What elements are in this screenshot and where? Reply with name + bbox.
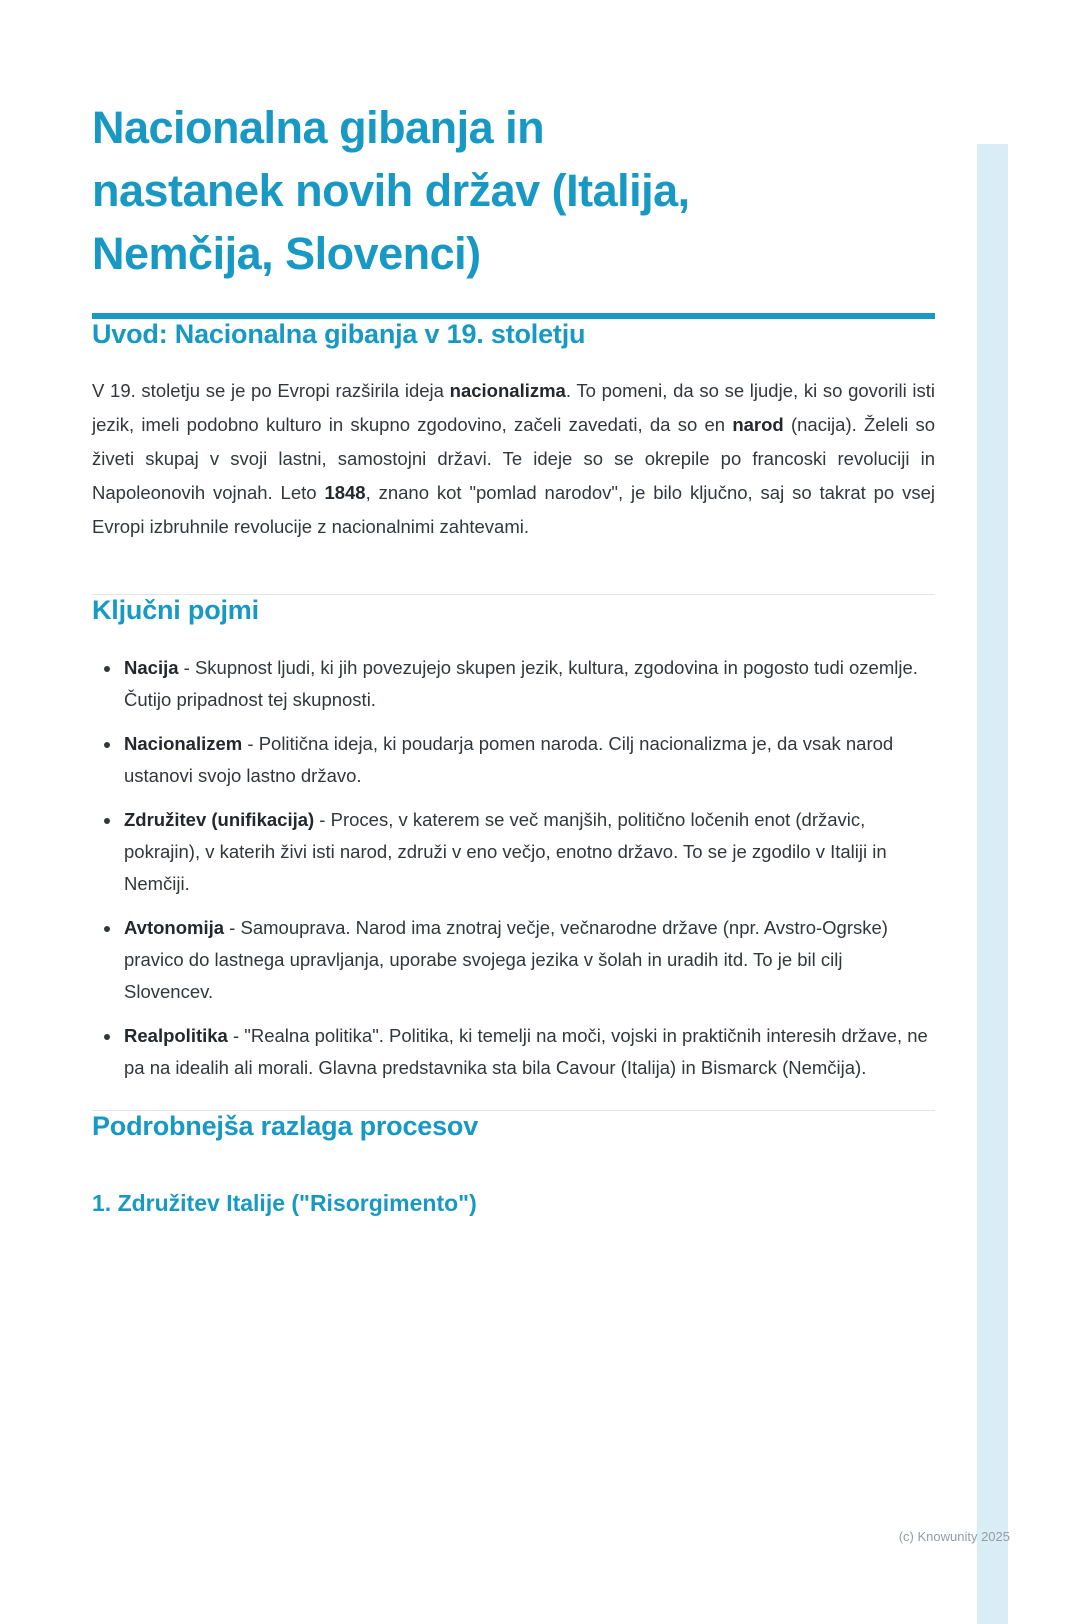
intro-bold-term: narod <box>732 414 784 435</box>
page-title-line: Nacionalna gibanja in <box>92 102 545 153</box>
term-definition: - Skupnost ljudi, ki jih povezujejo skupen jezik, kultura, zgodovina in pogosto tudi ozemlje. Čutijo pripadnost tej skupnosti. <box>124 657 918 710</box>
intro-text-segment: V 19. stoletju se je po Evropi razširila ideja <box>92 380 450 401</box>
page-title <box>92 96 935 285</box>
page-title-line: Nemčija, Slovenci) <box>92 228 481 279</box>
term-definition: - "Realna politika". Politika, ki temelji na moči, vojski in praktičnih interesih države, ne pa na idealih ali morali. Glavna predstavnika sta bila Cavour (Italija) in Bismarck (Nemčija). <box>124 1025 928 1078</box>
intro-paragraph <box>92 374 935 544</box>
list-item <box>122 804 935 900</box>
section-heading-key-terms: Ključni pojmi <box>92 595 259 625</box>
section-heading-intro: Uvod: Nacionalna gibanja v 19. stoletju <box>92 319 586 349</box>
term-label: Združitev (unifikacija) <box>124 809 315 830</box>
intro-text-segment: , znano kot "pomlad narodov", je bilo ključno, saj so takrat po vsej Evropi izbruhnile revolucije z nacionalnimi zahtevami. <box>92 482 935 537</box>
right-accent-bar <box>977 144 1008 1624</box>
intro-bold-term: nacionalizma <box>449 380 566 401</box>
term-definition: - Samouprava. Narod ima znotraj večje, večnarodne države (npr. Avstro-Ogrske) pravico do lastnega upravljanja, uporabe svojega jezika v šolah in uradih itd. To je bil cilj Slovencev. <box>124 917 888 1002</box>
term-definition: - Politična ideja, ki poudarja pomen naroda. Cilj nacionalizma je, da vsak narod ustanovi svojo lastno državo. <box>124 733 894 786</box>
intro-bold-term: 1848 <box>324 482 366 503</box>
intro-text-segment: . To pomeni, da so se ljudje, ki so govorili isti jezik, imeli podobno kulturo in skupno zgodovino, začeli zavedati, da so en <box>92 380 936 435</box>
list-item <box>122 912 935 1008</box>
footer-credit: (c) Knowunity 2025 <box>898 1529 1010 1544</box>
term-label: Nacionalizem <box>124 733 243 754</box>
subsection-heading-italy: 1. Združitev Italije ("Risorgimento") <box>92 1190 477 1216</box>
term-label: Realpolitika <box>124 1025 228 1046</box>
page-title-line: nastanek novih držav (Italija, <box>92 165 690 216</box>
intro-text-segment: (nacija). Želeli so živeti skupaj v svoji lastni, samostojni državi. Te ideje so se okrepile po francoski revoluciji in Napoleonovih vojnah. Leto <box>92 414 935 503</box>
term-label: Avtonomija <box>124 917 225 938</box>
list-item <box>122 1020 935 1084</box>
section-heading-processes: Podrobnejša razlaga procesov <box>92 1111 479 1141</box>
list-item <box>122 728 935 792</box>
key-terms-list <box>92 652 935 1084</box>
document-page <box>0 96 1080 1624</box>
list-item <box>122 652 935 716</box>
term-label: Nacija <box>124 657 179 678</box>
document-content <box>92 96 935 1217</box>
term-definition: - Proces, v katerem se več manjših, politično ločenih enot (državic, pokrajin), v katerih živi isti narod, združi v eno večjo, enotno državo. To se je zgodilo v Italiji in Nemčiji. <box>124 809 887 894</box>
